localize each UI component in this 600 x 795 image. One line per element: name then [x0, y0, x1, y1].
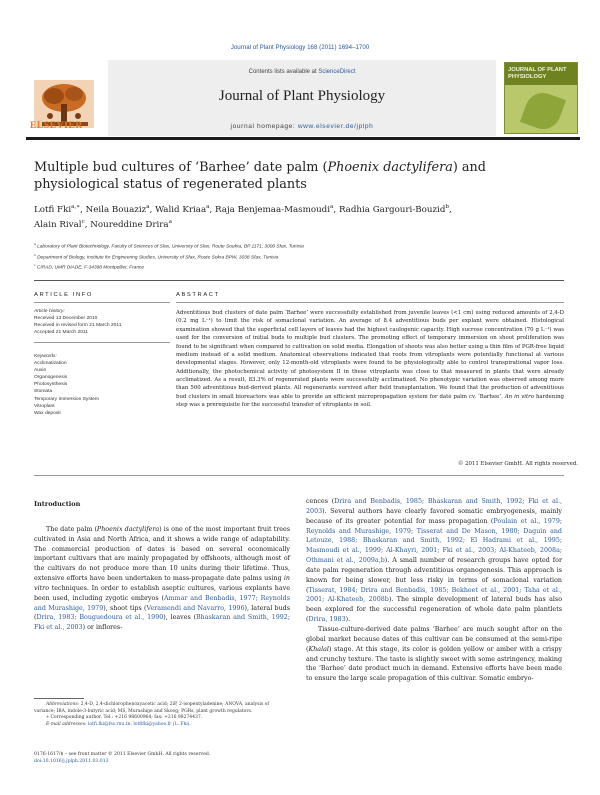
- issn-line: 0176-1617/$ – see front matter © 2011 Elsevier GmbH. All rights reserved.: [34, 752, 211, 757]
- affiliation: $^a$ Laboratory of Plant Biotechnology, Faculty of Sciences of Sfax, University of Sfax, Route Soukra, BP 1171, 3000 Sfax, Tunisia: [34, 242, 304, 250]
- affiliation: $^b$ Department of Biology, Institute for Engineering Studies, University of Sfax, Route Sokra BPW, 3038 Sfax, Tunisia: [34, 252, 279, 261]
- author: Radhia Gargouri-Bouzid$^b$: [338, 204, 450, 215]
- journal-cover-thumbnail[interactable]: [504, 62, 578, 134]
- contents-available: Contents lists available at ScienceDirect: [248, 69, 356, 75]
- introduction-heading: Introduction: [34, 500, 81, 508]
- keyword: Wax deposit: [34, 410, 61, 416]
- keywords-label: Keywords:: [34, 354, 57, 359]
- author: Raja Benjemaa-Masmoudi$^a$: [215, 204, 334, 215]
- info-divider: [34, 342, 170, 343]
- copyright-notice: © 2011 Elsevier GmbH. All rights reserved.: [457, 461, 578, 467]
- abstract-text: Adventitious bud clusters of date palm ‘Barhee’ were successfully established from juvenile leaves (<1 cm) using reduced amounts of 2,4-D (0.2 mg L⁻¹) to limit the risk of somaclonal variation. An average of 8.4 adventitious buds per explant were obtained. Histological examination showed that the superficial cell layers of leaves had the highest caulogenic capacity. High sucrose concentration (70 g L⁻¹) was used for the conversion of initial buds to multiple bud clusters. The promoting effect of temporary immersion on shoot proliferation was found to be significant when compared to cultivation on solid media. Elongation of shoots was also better using a thin film of PGR-free liquid medium instead of a solid medium. Anatomical observations indicated that roots from vitroplants were potentially functional at various developmental stages. However, only 12-month-old vitroplants were found to be physiologically able to control transpirational vapor loss. Additionally, the photochemical activity of photosystem II in these vitroplants was close to that measured in plants that were already acclimatized. As a result, 83.3% of regenerated plants were successfully acclimatized. No phenotypic variation was observed among more than 500 adventitious bud-derived plants. All regenerants survived after field transplantation. We found that the production of adventitious bud clusters in small bioreactors was able to provide an efficient micropropagation system for date palm cv. ‘Barhee’. An in vitro hardening step was a prerequisite for the successful transfer of vitroplants in soil.: [176, 310, 564, 409]
- abstract-divider: [176, 302, 564, 303]
- abstract-heading: ABSTRACT: [176, 292, 220, 298]
- author-list: Lotfi Fki$^{a,∗}$, Neila Bouaziz$^a$, Walid Kriaa$^a$, Raja Benjemaa-Masmoudi$^a$, Radhia Gargouri-Bouzid$^b$, Alain Rival$^c$, Noureddine Drira$^a$: [34, 204, 452, 231]
- citation-link[interactable]: Ammar and Benbadis, 1977; Reynolds and Murashige, 1979: [34, 594, 290, 612]
- footnotes: [34, 702, 290, 728]
- paragraph: Tissue-culture-derived date palms ‘Barhee’ are much sought after on the global market because dates of this cultivar can be consumed at the semi-ripe (Khalal) stage. At this stage, its color is golden yellow or amber with a crispy and crunchy texture. The taste is slightly sweet with some astringency, making the ‘Barhee’ date product much in demand. Extensive efforts have been made to ensure the large scale propagation of this cultivar. Somatic embryo-: [306, 625, 562, 683]
- journal-title: Journal of Plant Physiology: [218, 88, 386, 104]
- keyword: Temporary Immersion System: [34, 396, 99, 402]
- affiliations: [34, 241, 574, 273]
- section-divider: [34, 280, 564, 281]
- author: Lotfi Fki$^{a,∗}$: [34, 204, 81, 215]
- keywords: [34, 353, 170, 417]
- citation-link[interactable]: Bhaskaran and Smith, 1992; Fki et al., 2003: [34, 614, 290, 632]
- doi-link[interactable]: doi:10.1016/j.jplph.2011.03.013: [34, 758, 109, 764]
- citation-link[interactable]: Drira, 1983: [308, 616, 346, 624]
- keyword: Auxin: [34, 368, 47, 374]
- author: Neila Bouaziz$^a$: [85, 204, 150, 215]
- citation-link[interactable]: Poulain et al., 1979; Reynolds and Murashige, 1979; Tisserat and De Mason, 1980; Daguin and Letouze, 1988; Bhaskaran and Smith, 1992; El Hadrami et al., 1995; Masmoudi et al., 1999; Al-Khayri, 2001; Fki et al., 2003; Al-Khateeb, 2008a; Othmani et al., 2009a,b: [306, 517, 562, 565]
- keyword: Stomata: [34, 389, 53, 395]
- history-item: Received in revised form 21 March 2011: [34, 323, 122, 329]
- history-item: Accepted 21 March 2011: [34, 330, 89, 336]
- history-label: Article history:: [34, 309, 65, 314]
- info-divider: [34, 302, 170, 303]
- cover-leaf-image: [520, 88, 566, 134]
- article-title: Multiple bud cultures of ‘Barhee’ date palm (Phoenix dactylifera) and physiological status of regenerated plants: [34, 160, 486, 192]
- abstract-bottom-rule: [34, 475, 564, 476]
- footnote-divider: [34, 698, 84, 699]
- header-center-panel: [108, 60, 496, 136]
- paragraph: cences (Drira and Benbadis, 1985; Bhaskaran and Smith, 1992; Fki et al., 2003). Several authors have clearly favored somatic embryogenesis, mainly because of its greater potential for mass propagation (Poulain et al., 1979; Reynolds and Murashige, 1979; Tisserat and De Mason, 1980; Daguin and Letouze, 1988; Bhaskaran and Smith, 1992; El Hadrami et al., 1995; Masmoudi et al., 1999; Al-Khayri, 2001; Fki et al., 2003; Al-Khateeb, 2008a; Othmani et al., 2009a,b). A small number of research groups have opted for date palm regeneration through adventitious organogenesis. This approach is known for being slower, but less risky in terms of somaclonal variation (Tisserat, 1984; Drira and Benbadis, 1985; Bekheet et al., 2001; Taha et al., 2001; Al-Khateeb, 2008b). The simple development of lateral buds has also been explored for the successful regeneration of whole date palm plantlets (Drira, 1983).: [306, 498, 563, 624]
- homepage-link[interactable]: www.elsevier.de/jplph: [297, 123, 374, 130]
- paragraph: The date palm (Phoenix dactylifera) is one of the most important fruit trees cultivated in Asia and North Africa, and it shows a wide range of adaptability. The commercial production of dates is based on several economically important cultivars that are mainly propagated by offshoots, although most of the cultivars do not produce more than 10 units during their lifetime. Thus, extensive efforts have been undertaken to mass-propagate date palms using in vitro techniques. In order to establish aseptic cultures, various explants have been used, including zygotic embryos (Ammar and Benbadis, 1977; Reynolds and Murashige, 1979), shoot tips (Veramendi and Navarro, 1996), lateral buds (Drira, 1983; Bouguedoura et al., 1990), leaves (Bhaskaran and Smith, 1992; Fki et al., 2003) or inflores-: [34, 525, 291, 632]
- abbreviations-footnote: Abbreviations: 2,4-D, 2,4-dichlorophenoxyacetic acid; 2iP, 2-isopentyladenine; ANOVA, analysis of variance; IBA, indole-3-butyric acid; MS, Murashige and Skoog; PGRs, plant growth regulators.: [34, 702, 270, 714]
- journal-citation[interactable]: Journal of Plant Physiology 168 (2011) 1694–1700: [230, 44, 370, 51]
- email-link[interactable]: lotfi.fki@fss.rnu.tn, lotfifki@yahoo.fr (L. Fki).: [86, 721, 191, 727]
- journal-header: [26, 60, 580, 140]
- citation-link[interactable]: Veramendi and Navarro, 1996: [146, 604, 245, 612]
- citation-link[interactable]: Drira, 1983; Bouguedoura et al., 1990: [36, 614, 164, 622]
- citation-link[interactable]: Drira and Benbadis, 1985; Bhaskaran and Smith, 1992; Fki et al., 2003: [306, 498, 563, 515]
- article-info-heading: ARTICLE INFO: [34, 292, 94, 298]
- corresponding-author-footnote: ∗ Corresponding author. Tel.: +216 98600964; fax: +216 98274437.: [46, 715, 203, 721]
- keyword: Photosynthesis: [34, 382, 68, 388]
- affiliation: $^c$ CIRAD, UMR DIADE, F-34398 Montpellier, France: [34, 263, 145, 271]
- journal-homepage: journal homepage: www.elsevier.de/jplph: [230, 123, 374, 130]
- article-metadata: [34, 752, 294, 765]
- author: Alain Rival$^c$: [34, 219, 85, 231]
- article-history: [34, 308, 170, 336]
- intro-right-column: [306, 497, 562, 684]
- author: Walid Kriaa$^a$: [155, 204, 210, 215]
- keyword: Acclimatization: [34, 361, 67, 367]
- email-footnote: E-mail addresses: lotfi.fki@fss.rnu.tn, lotfifki@yahoo.fr (L. Fki).: [46, 721, 191, 727]
- publisher-name: ELSEVIER: [30, 121, 83, 131]
- author: Noureddine Drira$^a$: [90, 219, 172, 231]
- keyword: Organogenesis: [34, 375, 68, 381]
- cover-title: JOURNAL OF PLANT PHYSIOLOGY: [508, 67, 567, 80]
- citation-link[interactable]: Tisserat, 1984; Drira and Benbadis, 1985; Bekheet et al., 2001; Taha et al., 2001; Al-Khateeb, 2008b: [306, 586, 562, 604]
- keyword: Vitroplant: [34, 403, 55, 409]
- history-item: Received 13 December 2010: [34, 316, 98, 322]
- sciencedirect-link[interactable]: ScienceDirect: [318, 69, 356, 75]
- intro-left-column: [34, 500, 290, 633]
